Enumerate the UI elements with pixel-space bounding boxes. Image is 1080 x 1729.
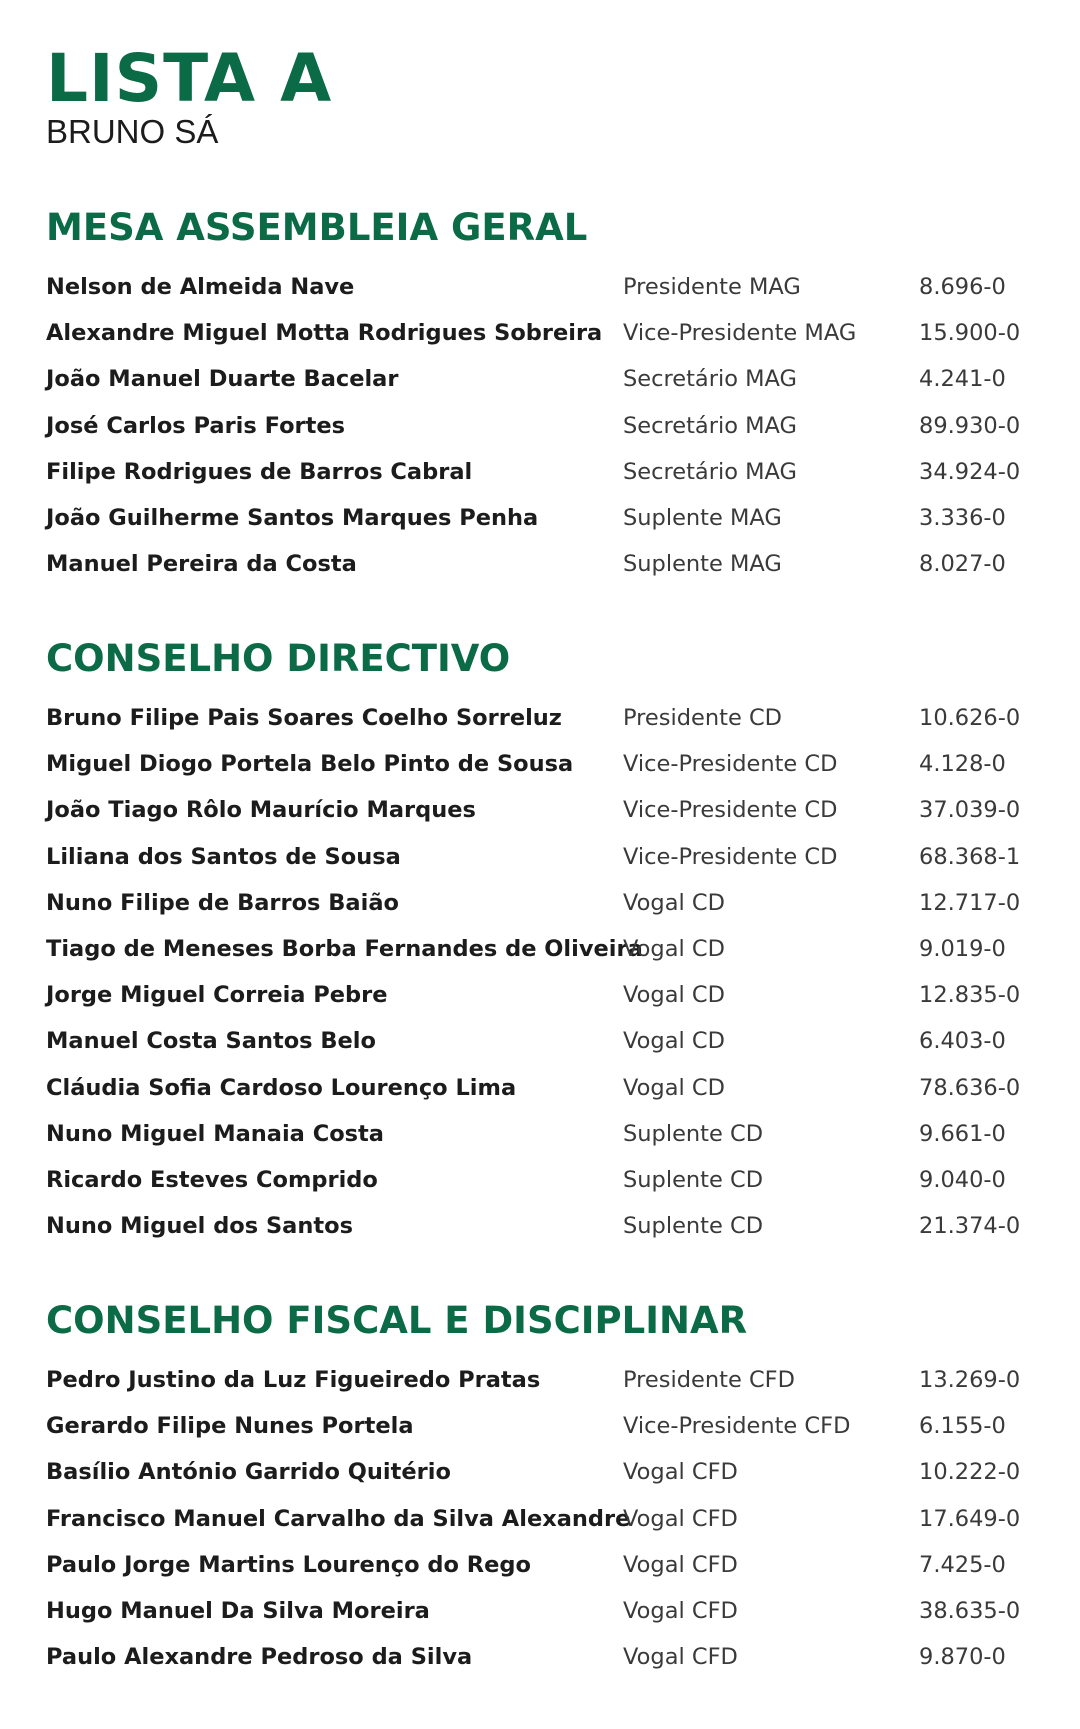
member-role: Vogal CFD xyxy=(623,1598,738,1625)
member-row xyxy=(46,1111,1046,1157)
member-role: Suplente CD xyxy=(623,1213,764,1240)
member-name: Filipe Rodrigues de Barros Cabral xyxy=(46,458,473,485)
member-number: 12.835-0 xyxy=(919,982,1021,1009)
member-name: Manuel Costa Santos Belo xyxy=(46,1028,376,1055)
member-row xyxy=(46,787,1046,833)
member-name: Nuno Miguel Manaia Costa xyxy=(46,1120,384,1147)
member-role: Vice-Presidente CD xyxy=(623,843,838,870)
member-row xyxy=(46,310,1046,356)
member-row xyxy=(46,1634,1046,1680)
member-name: João Tiago Rôlo Maurício Marques xyxy=(46,797,476,824)
section-rows xyxy=(46,695,1046,1249)
section-mesa-assembleia-geral xyxy=(46,206,1046,587)
member-number: 10.222-0 xyxy=(919,1459,1021,1486)
member-name: Ricardo Esteves Comprido xyxy=(46,1166,378,1193)
member-name: Gerardo Filipe Nunes Portela xyxy=(46,1413,414,1440)
member-name: Cláudia Sofia Cardoso Lourenço Lima xyxy=(46,1074,517,1101)
section-conselho-directivo xyxy=(46,637,1046,1249)
member-number: 37.039-0 xyxy=(919,797,1021,824)
member-role: Suplente CD xyxy=(623,1120,764,1147)
member-role: Vogal CFD xyxy=(623,1644,738,1671)
member-number: 34.924-0 xyxy=(919,458,1021,485)
member-role: Vice-Presidente CD xyxy=(623,751,838,778)
member-row xyxy=(46,972,1046,1018)
member-name: Miguel Diogo Portela Belo Pinto de Sousa xyxy=(46,751,574,778)
member-row xyxy=(46,926,1046,972)
member-name: Pedro Justino da Luz Figueiredo Pratas xyxy=(46,1367,541,1394)
section-rows xyxy=(46,1357,1046,1680)
member-role: Secretário MAG xyxy=(623,366,797,393)
member-row xyxy=(46,1157,1046,1203)
member-name: Paulo Jorge Martins Lourenço do Rego xyxy=(46,1551,531,1578)
member-number: 9.019-0 xyxy=(919,936,1006,963)
member-name: Tiago de Meneses Borba Fernandes de Oliveira xyxy=(46,936,643,963)
member-role: Suplente MAG xyxy=(623,505,782,532)
member-role: Vogal CFD xyxy=(623,1505,738,1532)
member-name: Nelson de Almeida Nave xyxy=(46,274,355,301)
member-row xyxy=(46,541,1046,587)
section-rows xyxy=(46,264,1046,587)
member-name: João Guilherme Santos Marques Penha xyxy=(46,505,539,532)
member-role: Vogal CD xyxy=(623,1028,725,1055)
member-name: Liliana dos Santos de Sousa xyxy=(46,843,401,870)
list-title: LISTA A xyxy=(46,40,333,117)
member-name: Hugo Manuel Da Silva Moreira xyxy=(46,1598,430,1625)
member-number: 38.635-0 xyxy=(919,1598,1021,1625)
member-name: José Carlos Paris Fortes xyxy=(46,412,346,439)
member-name: Jorge Miguel Correia Pebre xyxy=(46,982,388,1009)
member-number: 9.661-0 xyxy=(919,1120,1006,1147)
member-row xyxy=(46,741,1046,787)
member-role: Vogal CFD xyxy=(623,1551,738,1578)
member-number: 15.900-0 xyxy=(919,320,1021,347)
member-number: 9.870-0 xyxy=(919,1644,1006,1671)
member-row xyxy=(46,1203,1046,1249)
member-number: 12.717-0 xyxy=(919,889,1021,916)
member-name: João Manuel Duarte Bacelar xyxy=(46,366,399,393)
member-row xyxy=(46,880,1046,926)
member-number: 8.696-0 xyxy=(919,274,1006,301)
member-number: 7.425-0 xyxy=(919,1551,1006,1578)
member-role: Secretário MAG xyxy=(623,458,797,485)
member-row xyxy=(46,449,1046,495)
member-number: 3.336-0 xyxy=(919,505,1006,532)
member-name: Manuel Pereira da Costa xyxy=(46,551,357,578)
member-row xyxy=(46,356,1046,402)
member-role: Suplente MAG xyxy=(623,551,782,578)
member-row xyxy=(46,264,1046,310)
member-number: 8.027-0 xyxy=(919,551,1006,578)
member-role: Vogal CD xyxy=(623,936,725,963)
member-number: 89.930-0 xyxy=(919,412,1021,439)
member-row xyxy=(46,495,1046,541)
member-role: Presidente CFD xyxy=(623,1367,795,1394)
member-row xyxy=(46,1403,1046,1449)
member-row xyxy=(46,1065,1046,1111)
list-subtitle: BRUNO SÁ xyxy=(46,113,219,150)
section-conselho-fiscal-disciplinar xyxy=(46,1299,1046,1680)
member-number: 68.368-1 xyxy=(919,843,1021,870)
member-row xyxy=(46,834,1046,880)
member-row xyxy=(46,1542,1046,1588)
member-number: 10.626-0 xyxy=(919,705,1021,732)
section-title: CONSELHO FISCAL E DISCIPLINAR xyxy=(46,1299,748,1342)
member-role: Vice-Presidente MAG xyxy=(623,320,857,347)
member-role: Vice-Presidente CD xyxy=(623,797,838,824)
member-number: 21.374-0 xyxy=(919,1213,1021,1240)
member-number: 4.241-0 xyxy=(919,366,1006,393)
member-name: Nuno Miguel dos Santos xyxy=(46,1213,353,1240)
member-role: Presidente CD xyxy=(623,705,782,732)
member-name: Alexandre Miguel Motta Rodrigues Sobreira xyxy=(46,320,603,347)
member-row xyxy=(46,1449,1046,1495)
member-number: 6.155-0 xyxy=(919,1413,1006,1440)
member-name: Nuno Filipe de Barros Baião xyxy=(46,889,399,916)
member-number: 78.636-0 xyxy=(919,1074,1021,1101)
member-name: Bruno Filipe Pais Soares Coelho Sorreluz xyxy=(46,705,562,732)
member-role: Vogal CD xyxy=(623,889,725,916)
member-row xyxy=(46,1588,1046,1634)
member-role: Vogal CD xyxy=(623,1074,725,1101)
member-row xyxy=(46,1018,1046,1064)
member-number: 13.269-0 xyxy=(919,1367,1021,1394)
member-role: Presidente MAG xyxy=(623,274,801,301)
member-name: Francisco Manuel Carvalho da Silva Alexandre xyxy=(46,1505,631,1532)
member-row xyxy=(46,403,1046,449)
section-title: MESA ASSEMBLEIA GERAL xyxy=(46,206,588,249)
member-role: Suplente CD xyxy=(623,1166,764,1193)
member-row xyxy=(46,1496,1046,1542)
member-number: 9.040-0 xyxy=(919,1166,1006,1193)
member-number: 17.649-0 xyxy=(919,1505,1021,1532)
member-row xyxy=(46,695,1046,741)
member-role: Vice-Presidente CFD xyxy=(623,1413,851,1440)
member-name: Basílio António Garrido Quitério xyxy=(46,1459,451,1486)
section-title: CONSELHO DIRECTIVO xyxy=(46,637,511,680)
member-role: Secretário MAG xyxy=(623,412,797,439)
member-role: Vogal CD xyxy=(623,982,725,1009)
member-name: Paulo Alexandre Pedroso da Silva xyxy=(46,1644,473,1671)
member-number: 4.128-0 xyxy=(919,751,1006,778)
member-number: 6.403-0 xyxy=(919,1028,1006,1055)
member-row xyxy=(46,1357,1046,1403)
member-role: Vogal CFD xyxy=(623,1459,738,1486)
